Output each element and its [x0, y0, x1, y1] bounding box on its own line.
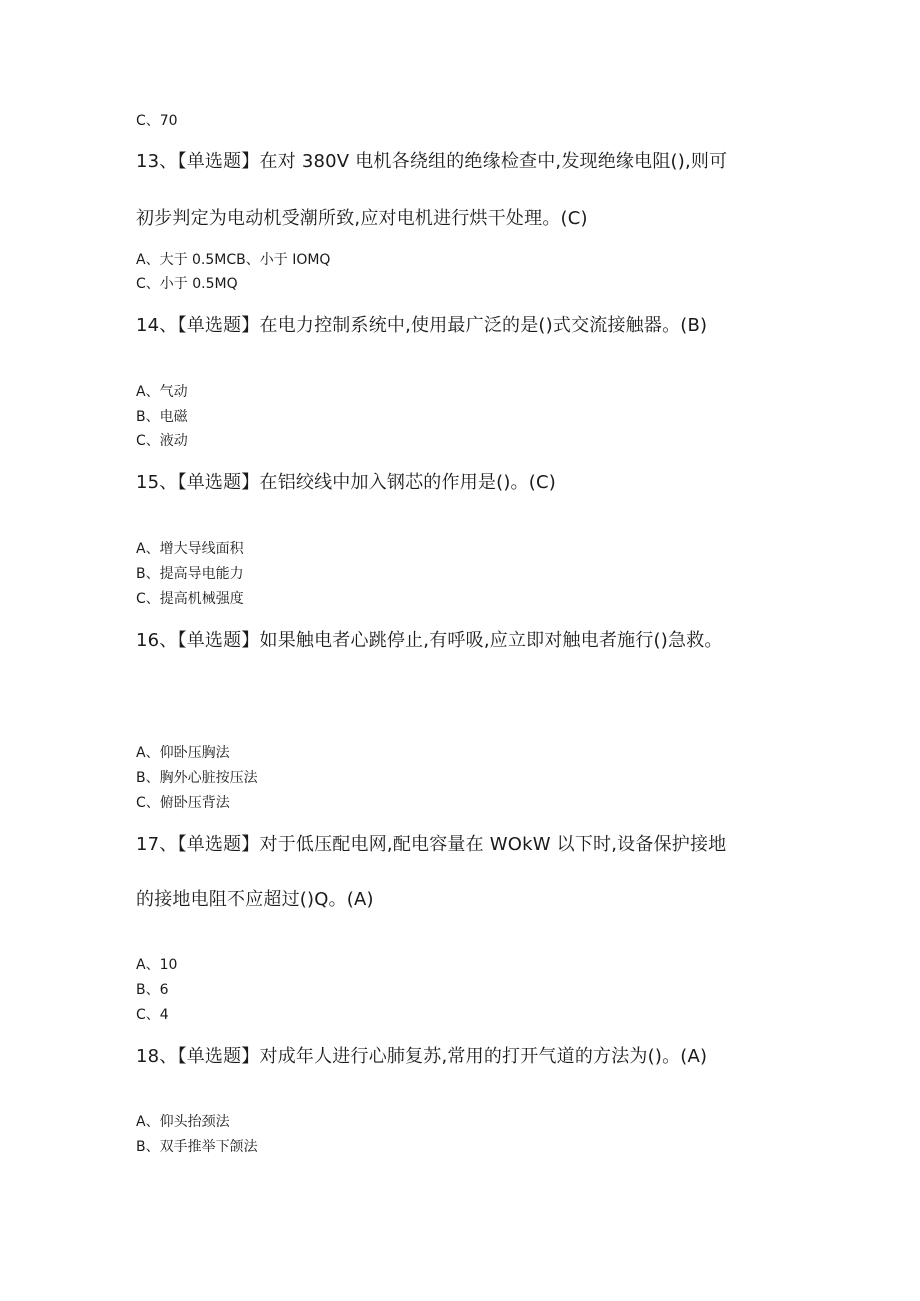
option-text: A、气动 — [136, 384, 188, 400]
option-text: A、增大导线面积 — [136, 541, 244, 557]
question-text: 的接地电阻不应超过()Q。(A) — [136, 889, 374, 910]
question-text: 14、【单选题】在电力控制系统中,使用最广泛的是()式交流接触器。(B) — [136, 315, 708, 336]
option-text: C、俯卧压背法 — [136, 795, 230, 811]
question-text: 16、【单选题】如果触电者心跳停止,有呼吸,应立即对触电者施行()急救。 — [136, 630, 723, 651]
option-text: C、小于 0.5MQ — [136, 276, 238, 292]
option-text: B、双手推举下颌法 — [136, 1139, 258, 1155]
option-text: B、6 — [136, 982, 169, 998]
question-text: 初步判定为电动机受潮所致,应对电机进行烘干处理。(C) — [136, 208, 588, 229]
option-text: C、提高机械强度 — [136, 591, 244, 607]
option-text: C、4 — [136, 1007, 169, 1023]
option-text: A、仰卧压胸法 — [136, 745, 230, 761]
question-text: 17、【单选题】对于低压配电网,配电容量在 WOkW 以下时,设备保护接地 — [136, 834, 727, 855]
option-text: B、电磁 — [136, 409, 188, 425]
option-text: B、提高导电能力 — [136, 566, 244, 582]
option-text: B、胸外心脏按压法 — [136, 770, 258, 786]
question-text: 13、【单选题】在对 380V 电机各绕组的绝缘检查中,发现绝缘电阻(),则可 — [136, 151, 728, 172]
option-text: A、10 — [136, 957, 178, 973]
option-text: A、仰头抬颈法 — [136, 1114, 230, 1130]
option-text: C、70 — [136, 113, 178, 129]
question-text: 18、【单选题】对成年人进行心肺复苏,常用的打开气道的方法为()。(A) — [136, 1046, 708, 1067]
option-text: C、液动 — [136, 433, 188, 449]
question-text: 15、【单选题】在铝绞线中加入钢芯的作用是()。(C) — [136, 472, 556, 493]
option-text: A、大于 0.5MCB、小于 IOMQ — [136, 252, 331, 268]
